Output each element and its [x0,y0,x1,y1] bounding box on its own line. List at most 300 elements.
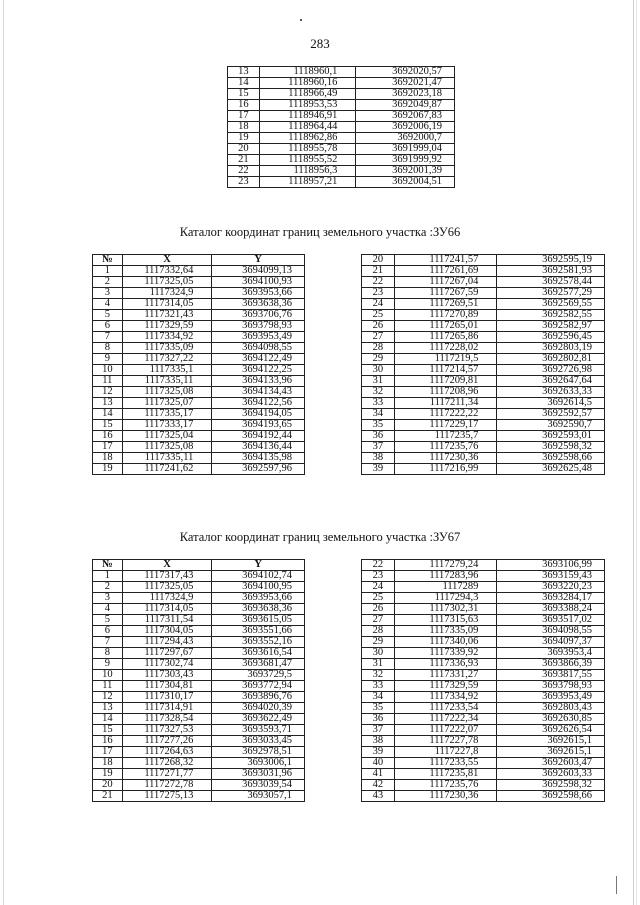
table-row [93,714,305,725]
table-row [362,769,605,780]
x-coordinate-cell: 1117315,63 [394,615,497,626]
table-row [362,714,605,725]
table-row [93,593,305,604]
x-coordinate-cell: 1117324,9 [122,288,212,299]
table-row [93,398,305,409]
point-number-cell: 39 [362,464,395,475]
table-row [93,659,305,670]
x-coordinate-cell: 1117235,76 [394,442,497,453]
x-coordinate-cell: 1117283,96 [394,571,497,582]
table-row [228,144,455,155]
table-row [362,266,605,277]
point-number-cell: 17 [93,747,123,758]
table-row [93,637,305,648]
table-row [93,354,305,365]
x-coordinate-cell: 1117314,91 [122,703,212,714]
table-row [93,442,305,453]
table-row [362,615,605,626]
x-coordinate-cell: 1118966,49 [259,89,356,100]
table-row [362,321,605,332]
coordinate-table-zu66-right [361,254,605,475]
y-coordinate-cell: 3692803,19 [497,343,605,354]
y-coordinate-cell: 3694134,43 [212,387,305,398]
x-coordinate-cell: 1117329,59 [122,321,212,332]
y-coordinate-cell: 3692596,45 [497,332,605,343]
point-number-cell: 32 [362,387,395,398]
point-number-cell: 31 [362,659,395,670]
y-coordinate-cell: 3692592,57 [497,409,605,420]
point-number-cell: 7 [93,332,123,343]
x-coordinate-cell: 1117311,54 [122,615,212,626]
point-number-cell: 14 [93,409,123,420]
y-coordinate-cell: 3692597,96 [212,464,305,475]
x-coordinate-cell: 1117335,17 [122,409,212,420]
y-coordinate-cell: 3692630,85 [497,714,605,725]
x-coordinate-cell: 1117268,32 [122,758,212,769]
x-coordinate-cell: 1118946,91 [259,111,356,122]
y-coordinate-cell: 3693896,76 [212,692,305,703]
y-coordinate-cell: 3692590,7 [497,420,605,431]
x-coordinate-cell: 1117332,64 [122,266,212,277]
table-row [362,398,605,409]
y-coordinate-cell: 3694099,13 [212,266,305,277]
table-row [362,409,605,420]
point-number-cell: 18 [93,453,123,464]
y-coordinate-cell: 3694097,37 [497,637,605,648]
point-number-cell: 40 [362,758,395,769]
x-coordinate-cell: 1117227,8 [394,747,497,758]
x-coordinate-cell: 1117265,86 [394,332,497,343]
x-coordinate-cell: 1117325,08 [122,387,212,398]
table-row [93,453,305,464]
y-coordinate-cell: 3693006,1 [212,758,305,769]
x-coordinate-cell: 1117324,9 [122,593,212,604]
x-coordinate-cell: 1117230,36 [394,453,497,464]
x-coordinate-cell: 1117241,57 [394,255,497,266]
point-number-cell: 4 [93,604,123,615]
y-coordinate-cell: 3694193,65 [212,420,305,431]
point-number-cell: 23 [362,288,395,299]
table-row [362,637,605,648]
point-number-cell: 22 [362,560,395,571]
y-coordinate-cell: 3692578,44 [497,277,605,288]
x-coordinate-cell: 1117209,81 [394,376,497,387]
table-row [362,376,605,387]
x-coordinate-cell: 1117333,17 [122,420,212,431]
y-coordinate-cell: 3692593,01 [497,431,605,442]
table-row [362,747,605,758]
point-number-cell: 9 [93,659,123,670]
point-number-cell: 16 [228,100,260,111]
y-coordinate-cell: 3693638,36 [212,604,305,615]
x-coordinate-cell: 1117304,81 [122,681,212,692]
x-coordinate-cell: 1118956,3 [259,166,356,177]
point-number-cell: 9 [93,354,123,365]
table-row [362,442,605,453]
point-number-cell: 23 [362,571,395,582]
point-number-cell: 2 [93,277,123,288]
x-coordinate-cell: 1117235,76 [394,780,497,791]
point-number-cell: 17 [228,111,260,122]
point-number-cell: 20 [362,255,395,266]
y-coordinate-cell: 3693220,23 [497,582,605,593]
table-row [93,288,305,299]
y-coordinate-cell: 3692569,55 [497,299,605,310]
x-coordinate-cell: 1117267,04 [394,277,497,288]
point-number-cell: 31 [362,376,395,387]
table-row [228,177,455,188]
point-number-cell: 30 [362,365,395,376]
y-coordinate-cell: 3692020,57 [356,67,455,78]
y-coordinate-cell: 3693706,76 [212,310,305,321]
coordinate-table-continued [227,66,455,188]
table-row [362,420,605,431]
point-number-cell: 28 [362,343,395,354]
table-row [362,310,605,321]
point-number-cell: 8 [93,343,123,354]
x-coordinate-cell: 1117208,96 [394,387,497,398]
y-coordinate-cell: 3692598,32 [497,442,605,453]
y-coordinate-cell: 3692647,64 [497,376,605,387]
table-row [93,431,305,442]
x-coordinate-cell: 1117294,43 [122,637,212,648]
y-coordinate-cell: 3692577,29 [497,288,605,299]
table-row [362,703,605,714]
table-row [93,365,305,376]
table-row [93,648,305,659]
point-number-cell: 20 [93,780,123,791]
y-coordinate-cell: 3693159,43 [497,571,605,582]
x-coordinate-cell: 1117228,02 [394,343,497,354]
y-coordinate-cell: 3694122,56 [212,398,305,409]
x-coordinate-cell: 1117279,24 [394,560,497,571]
point-number-cell: 22 [228,166,260,177]
coordinate-table-zu66-left [92,254,305,475]
point-number-cell: 25 [362,593,395,604]
x-coordinate-cell: 1117334,92 [122,332,212,343]
point-number-cell: 29 [362,637,395,648]
point-number-cell: 10 [93,670,123,681]
x-coordinate-cell: 1117265,01 [394,321,497,332]
x-coordinate-cell: 1117335,09 [122,343,212,354]
x-coordinate-cell: 1117297,67 [122,648,212,659]
point-number-cell: 3 [93,593,123,604]
x-coordinate-cell: 1117227,78 [394,736,497,747]
y-coordinate-cell: 3692004,51 [356,177,455,188]
y-coordinate-cell: 3692615,1 [497,736,605,747]
table-row [93,604,305,615]
y-coordinate-cell: 3691999,92 [356,155,455,166]
table-row [362,780,605,791]
x-coordinate-cell: 1117289 [394,582,497,593]
section-heading-zu67: Каталог координат границ земельного участка :ЗУ67 [179,530,461,544]
y-coordinate-cell: 3692021,47 [356,78,455,89]
y-coordinate-cell: 3692582,97 [497,321,605,332]
point-number-cell: 1 [93,571,123,582]
y-coordinate-cell: 3692598,66 [497,791,605,802]
y-coordinate-cell: 3694122,25 [212,365,305,376]
table-row [228,67,455,78]
point-number-cell: 13 [228,67,260,78]
table-row [362,255,605,266]
point-number-cell: 14 [228,78,260,89]
point-number-cell: 37 [362,442,395,453]
x-coordinate-cell: 1118960,1 [259,67,356,78]
table-row [93,343,305,354]
y-coordinate-cell: 3693953,49 [212,332,305,343]
x-coordinate-cell: 1117303,43 [122,670,212,681]
column-header-number: № [93,255,123,266]
x-coordinate-cell: 1118964,44 [259,122,356,133]
table-row [93,736,305,747]
point-number-cell: 13 [93,703,123,714]
x-coordinate-cell: 1117327,53 [122,725,212,736]
point-number-cell: 27 [362,615,395,626]
table-row [93,387,305,398]
x-coordinate-cell: 1117219,5 [394,354,497,365]
point-number-cell: 3 [93,288,123,299]
table-row [93,791,305,802]
y-coordinate-cell: 3693817,55 [497,670,605,681]
x-coordinate-cell: 1117233,54 [394,703,497,714]
y-coordinate-cell: 3693622,49 [212,714,305,725]
point-number-cell: 1 [93,266,123,277]
point-number-cell: 24 [362,299,395,310]
x-coordinate-cell: 1117230,36 [394,791,497,802]
point-number-cell: 18 [93,758,123,769]
point-number-cell: 28 [362,626,395,637]
y-coordinate-cell: 3692581,93 [497,266,605,277]
point-number-cell: 43 [362,791,395,802]
table-row [228,89,455,100]
y-coordinate-cell: 3693772,94 [212,681,305,692]
y-coordinate-cell: 3693729,5 [212,670,305,681]
table-row [228,100,455,111]
x-coordinate-cell: 1117325,05 [122,277,212,288]
y-coordinate-cell: 3693552,16 [212,637,305,648]
table-row [228,122,455,133]
point-number-cell: 21 [362,266,395,277]
x-coordinate-cell: 1118955,52 [259,155,356,166]
y-coordinate-cell: 3693284,17 [497,593,605,604]
table-row [362,604,605,615]
table-row [228,133,455,144]
y-coordinate-cell: 3692603,47 [497,758,605,769]
point-number-cell: 20 [228,144,260,155]
y-coordinate-cell: 3693616,54 [212,648,305,659]
point-number-cell: 33 [362,681,395,692]
table-row [93,376,305,387]
y-coordinate-cell: 3694192,44 [212,431,305,442]
point-number-cell: 33 [362,398,395,409]
table-row [362,725,605,736]
table-row [362,670,605,681]
table-row [93,725,305,736]
point-number-cell: 15 [93,725,123,736]
x-coordinate-cell: 1117310,17 [122,692,212,703]
x-coordinate-cell: 1117222,07 [394,725,497,736]
table-row [362,431,605,442]
table-row [362,343,605,354]
point-number-cell: 5 [93,310,123,321]
scan-edge-right [633,0,634,905]
point-number-cell: 16 [93,431,123,442]
point-number-cell: 11 [93,376,123,387]
table-row [93,670,305,681]
x-coordinate-cell: 1117329,59 [394,681,497,692]
y-coordinate-cell: 3692001,39 [356,166,455,177]
point-number-cell: 37 [362,725,395,736]
x-coordinate-cell: 1117325,08 [122,442,212,453]
table-row [362,593,605,604]
y-coordinate-cell: 3694122,49 [212,354,305,365]
x-coordinate-cell: 1118960,16 [259,78,356,89]
y-coordinate-cell: 3692802,81 [497,354,605,365]
y-coordinate-cell: 3692626,54 [497,725,605,736]
x-coordinate-cell: 1117214,57 [394,365,497,376]
column-header-number: № [93,560,123,571]
y-coordinate-cell: 3692049,87 [356,100,455,111]
y-coordinate-cell: 3693681,47 [212,659,305,670]
x-coordinate-cell: 1117229,17 [394,420,497,431]
y-coordinate-cell: 3693866,39 [497,659,605,670]
x-coordinate-cell: 1117264,63 [122,747,212,758]
y-coordinate-cell: 3693517,02 [497,615,605,626]
point-number-cell: 14 [93,714,123,725]
y-coordinate-cell: 3692614,5 [497,398,605,409]
point-number-cell: 15 [228,89,260,100]
point-number-cell: 11 [93,681,123,692]
y-coordinate-cell: 3694100,93 [212,277,305,288]
table-row [362,692,605,703]
x-coordinate-cell: 1117270,89 [394,310,497,321]
point-number-cell: 34 [362,692,395,703]
table-row [93,747,305,758]
coordinate-table-zu67-right [361,559,605,802]
y-coordinate-cell: 3694135,98 [212,453,305,464]
table-row [362,791,605,802]
y-coordinate-cell: 3693953,66 [212,288,305,299]
point-number-cell: 6 [93,626,123,637]
x-coordinate-cell: 1117241,62 [122,464,212,475]
x-coordinate-cell: 1117302,74 [122,659,212,670]
y-coordinate-cell: 3692625,48 [497,464,605,475]
y-coordinate-cell: 3694098,55 [212,343,305,354]
y-coordinate-cell: 3692633,33 [497,387,605,398]
column-header-x: X [122,255,212,266]
column-header-x: X [122,560,212,571]
table-row [362,464,605,475]
table-row [362,758,605,769]
point-number-cell: 12 [93,387,123,398]
y-coordinate-cell: 3693031,96 [212,769,305,780]
y-coordinate-cell: 3692000,7 [356,133,455,144]
table-row [362,365,605,376]
y-coordinate-cell: 3692006,19 [356,122,455,133]
x-coordinate-cell: 1117325,04 [122,431,212,442]
scan-mark [616,876,617,894]
x-coordinate-cell: 1117294,3 [394,593,497,604]
x-coordinate-cell: 1117235,81 [394,769,497,780]
x-coordinate-cell: 1117317,43 [122,571,212,582]
table-row [362,681,605,692]
x-coordinate-cell: 1117275,13 [122,791,212,802]
y-coordinate-cell: 3692595,19 [497,255,605,266]
section-heading-zu66: Каталог координат границ земельного участка :ЗУ66 [179,225,461,239]
y-coordinate-cell: 3693638,36 [212,299,305,310]
y-coordinate-cell: 3693798,93 [497,681,605,692]
point-number-cell: 18 [228,122,260,133]
y-coordinate-cell: 3693033,45 [212,736,305,747]
table-row [362,626,605,637]
x-coordinate-cell: 1117233,55 [394,758,497,769]
y-coordinate-cell: 3693106,99 [497,560,605,571]
x-coordinate-cell: 1117222,22 [394,409,497,420]
table-row [93,703,305,714]
point-number-cell: 17 [93,442,123,453]
point-number-cell: 15 [93,420,123,431]
point-number-cell: 29 [362,354,395,365]
point-number-cell: 30 [362,648,395,659]
y-coordinate-cell: 3693953,49 [497,692,605,703]
y-coordinate-cell: 3691999,04 [356,144,455,155]
y-coordinate-cell: 3692803,43 [497,703,605,714]
y-coordinate-cell: 3694102,74 [212,571,305,582]
scan-edge-right-faint [636,0,637,905]
scan-edge-left [3,0,4,905]
scan-speck [300,19,302,21]
y-coordinate-cell: 3694194,05 [212,409,305,420]
table-row [93,420,305,431]
x-coordinate-cell: 1117340,06 [394,637,497,648]
column-header-y: Y [212,560,305,571]
table-row [93,310,305,321]
table-row [93,780,305,791]
point-number-cell: 16 [93,736,123,747]
point-number-cell: 21 [93,791,123,802]
point-number-cell: 10 [93,365,123,376]
table-row [362,659,605,670]
table-row [362,288,605,299]
table-row [93,299,305,310]
point-number-cell: 32 [362,670,395,681]
point-number-cell: 38 [362,736,395,747]
point-number-cell: 21 [228,155,260,166]
point-number-cell: 41 [362,769,395,780]
y-coordinate-cell: 3694100,95 [212,582,305,593]
x-coordinate-cell: 1117222,34 [394,714,497,725]
page-number: 283 [310,36,330,51]
x-coordinate-cell: 1117211,34 [394,398,497,409]
point-number-cell: 26 [362,604,395,615]
table-row [228,166,455,177]
table-row [93,409,305,420]
table-row [228,78,455,89]
x-coordinate-cell: 1117302,31 [394,604,497,615]
point-number-cell: 42 [362,780,395,791]
x-coordinate-cell: 1117339,92 [394,648,497,659]
point-number-cell: 38 [362,453,395,464]
x-coordinate-cell: 1117271,77 [122,769,212,780]
y-coordinate-cell: 3694136,44 [212,442,305,453]
x-coordinate-cell: 1117235,7 [394,431,497,442]
coordinate-table-zu67-left [92,559,305,802]
column-header-y: Y [212,255,305,266]
point-number-cell: 25 [362,310,395,321]
table-row [93,626,305,637]
x-coordinate-cell: 1117334,92 [394,692,497,703]
x-coordinate-cell: 1117335,09 [394,626,497,637]
